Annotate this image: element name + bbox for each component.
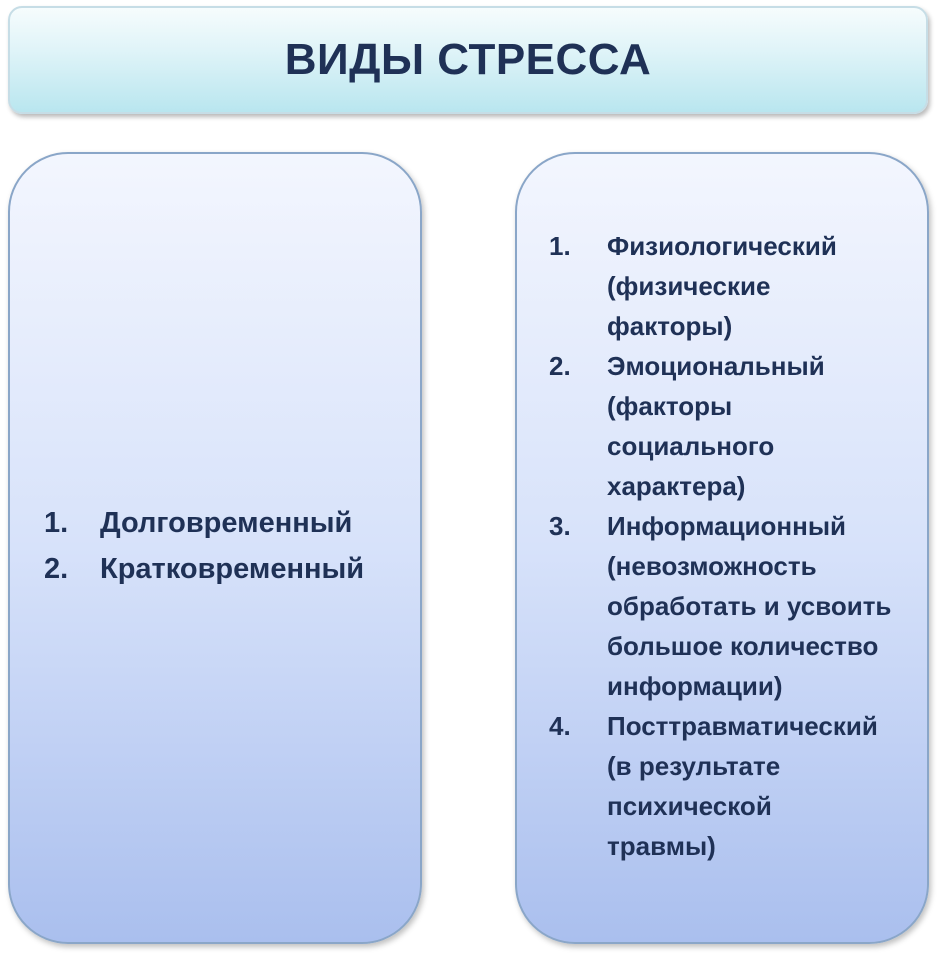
list-item-text	[607, 506, 907, 706]
list-item-number: 4.	[549, 711, 571, 741]
list-item-line: факторы)	[607, 311, 733, 341]
list-item-line: Физиологический	[607, 231, 837, 261]
list-item-line: Эмоциональный	[607, 351, 825, 381]
list-item-number: 1.	[44, 507, 69, 539]
list-item-line: (невозможность	[607, 551, 817, 581]
list-item-line: травмы)	[607, 831, 716, 861]
list-item-number: 1.	[549, 231, 571, 261]
list-item	[549, 226, 921, 346]
list-item-line: большое количество	[607, 631, 879, 661]
title-box	[8, 6, 928, 114]
list-item-number: 3.	[549, 511, 571, 541]
list-item-line: характера)	[607, 471, 746, 501]
list-item-line: информации)	[607, 671, 783, 701]
list-item-line: (в результате	[607, 751, 781, 781]
list-item-line: психической	[607, 791, 772, 821]
list-item-number: 2.	[549, 351, 571, 381]
list-item	[44, 546, 364, 592]
list-item-text: Долговременный	[100, 507, 353, 539]
diagram-title: ВИДЫ СТРЕССА	[284, 35, 652, 84]
list-item-line: Информационный	[607, 511, 847, 541]
list-item	[549, 706, 921, 866]
list-item	[44, 500, 364, 546]
list-item-line: (физические	[607, 271, 771, 301]
list-item	[549, 506, 921, 706]
types-list	[549, 226, 921, 866]
list-item-text	[607, 346, 907, 506]
stress-duration-card	[8, 152, 422, 944]
list-item-text	[607, 706, 907, 866]
list-item	[549, 346, 921, 506]
list-item-number: 2.	[44, 553, 69, 585]
list-item-line: обработать и усвоить	[607, 591, 892, 621]
duration-list	[44, 500, 364, 592]
list-item-line: Посттравматический	[607, 711, 878, 741]
list-item-line: (факторы	[607, 391, 733, 421]
stress-types-card	[515, 152, 929, 944]
list-item-text: Кратковременный	[100, 553, 365, 585]
list-item-line: социального	[607, 431, 775, 461]
list-item-text	[607, 226, 907, 346]
